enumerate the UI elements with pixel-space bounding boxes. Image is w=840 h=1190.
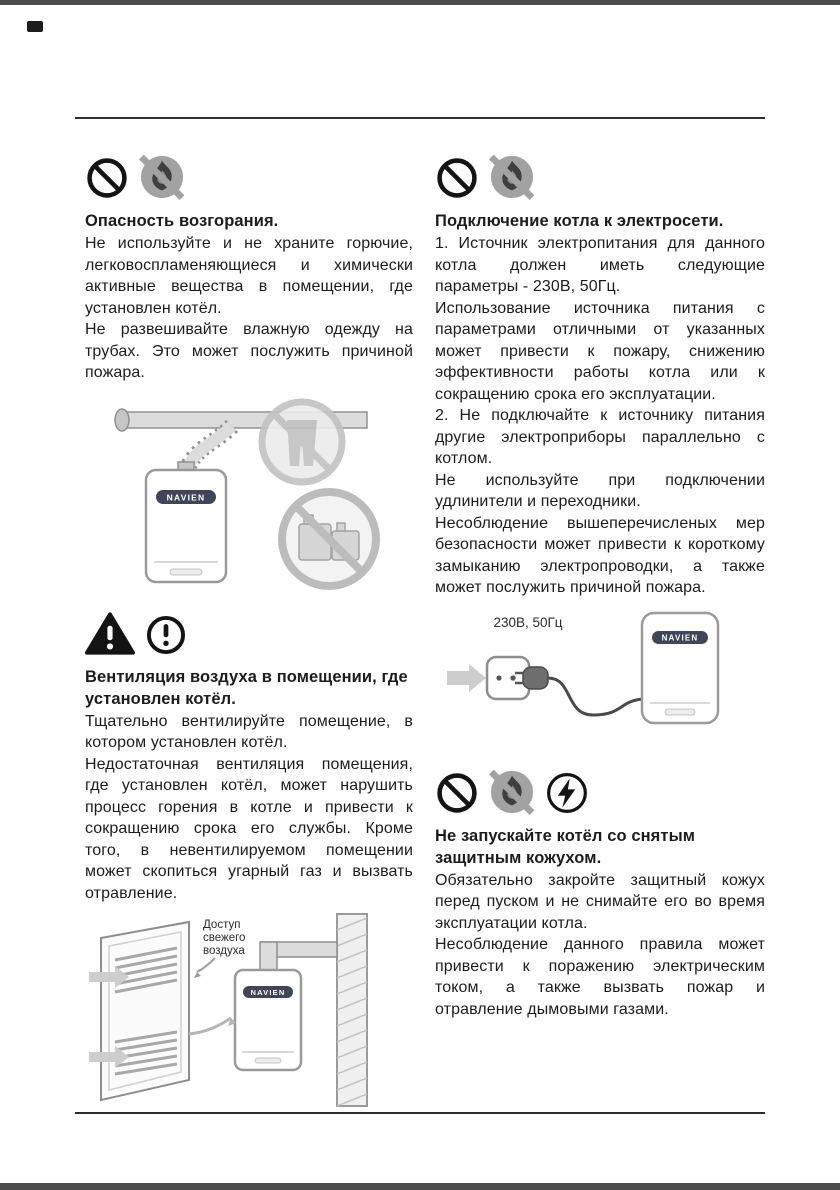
scan-artifact (27, 21, 43, 32)
paragraph: Не развешивайте влажную одежду на трубах. Это может послужить причиной пожара. (85, 321, 413, 381)
page-edge-bottom (0, 1183, 840, 1190)
boiler-illustration (235, 970, 301, 1070)
no-fire-icon (489, 769, 535, 815)
electric-shock-icon (545, 771, 589, 815)
attention-icon (145, 614, 187, 656)
air-to-boiler-arrow (189, 1018, 231, 1034)
power-spec-label: 230В, 50Гц (493, 614, 563, 630)
chimney-column (337, 914, 367, 1106)
paragraph: Тщательно вентилируйте помещение, в котором установлен котёл. (85, 712, 413, 751)
boiler-illustration (642, 613, 718, 723)
fire-hazard-icons (85, 154, 413, 200)
top-rule (75, 117, 765, 119)
svg-text:Доступ свежего: Доступ свежего воздуха (203, 919, 246, 957)
bottom-rule (75, 1112, 765, 1114)
paragraph: Несоблюдение данного правила может привести к поражению электрическим током, а также вызвать пожар и отравление дымовыми газами. (435, 936, 765, 1018)
prohibition-icon (435, 771, 479, 815)
fire-hazard-illustration (94, 392, 404, 597)
section-power-connection (435, 154, 765, 755)
paragraph: Несоблюдение вышеперечисленых мер безопасности может привести к короткому замыканию электропроводки, а также может послужить причиной пожара. (435, 514, 765, 596)
boiler-brand-label: NAVIEN (166, 492, 206, 502)
power-illustration (435, 607, 765, 755)
page-edge-top (0, 0, 840, 5)
section-heading: Вентиляция воздуха в помещении, где установлен котёл. (85, 667, 408, 708)
section-heading: Опасность возгорания. (85, 212, 279, 230)
section-fire-hazard (85, 154, 413, 597)
paragraph: Недостаточная вентиляция помещения, где установлен котёл, может нарушить процесс горения в котле и привести к сокращению срока его службы. Кроме того, в невентилируемом помещении может скопиться угарный газ и вызвать отравление. (85, 755, 413, 902)
section-heading: Не запускайте котёл со снятым защитным кожухом. (435, 826, 696, 867)
door-illustration (89, 922, 189, 1100)
prohibition-icon (435, 156, 479, 200)
ventilation-icons (85, 611, 413, 656)
section-heading: Подключение котла к электросети. (435, 212, 724, 230)
paragraph: 2. Не подключайте к источнику питания другие электроприборы параллельно с котлом. (435, 407, 765, 467)
protective-cover-icons (435, 769, 765, 815)
right-column (435, 140, 765, 1020)
exhaust-duct (260, 942, 337, 972)
power-plug (515, 667, 643, 715)
no-fire-icon (139, 154, 185, 200)
section-protective-cover (435, 769, 765, 1021)
ventilation-illustration (85, 912, 415, 1107)
section-ventilation (85, 611, 413, 1108)
paragraph: 1. Источник электропитания для данного котла должен иметь следующие параметры - 230В, 50Гц. (435, 235, 765, 295)
paragraph: Обязательно закройте защитный кожух перед пуском и не снимайте его во время эксплуатации котла. (435, 871, 765, 932)
paragraph: Не используйте при подключении удлинители и переходники. (435, 471, 765, 510)
warning-triangle-icon (85, 611, 135, 656)
boiler-brand-label: NAVIEN (250, 988, 286, 997)
boiler-illustration (146, 462, 226, 582)
no-fire-icon (489, 154, 535, 200)
boiler-brand-label: NAVIEN (661, 633, 699, 642)
prohibition-icon (85, 156, 129, 200)
left-column (85, 140, 413, 1109)
no-chemicals-icon (282, 492, 376, 586)
insert-arrow (447, 664, 486, 692)
no-wet-clothes-icon (262, 402, 342, 482)
power-icons (435, 154, 765, 200)
paragraph: Использование источника питания с параметрами отличными от указанных может привести к пожару, снижению эффективности работы котла или к сокращению срока его эксплуатации. (435, 299, 765, 403)
paragraph: Не используйте и не храните горючие, легковоспламеняющиеся и химически активные вещества в помещении, где установлен котёл. (85, 235, 413, 317)
